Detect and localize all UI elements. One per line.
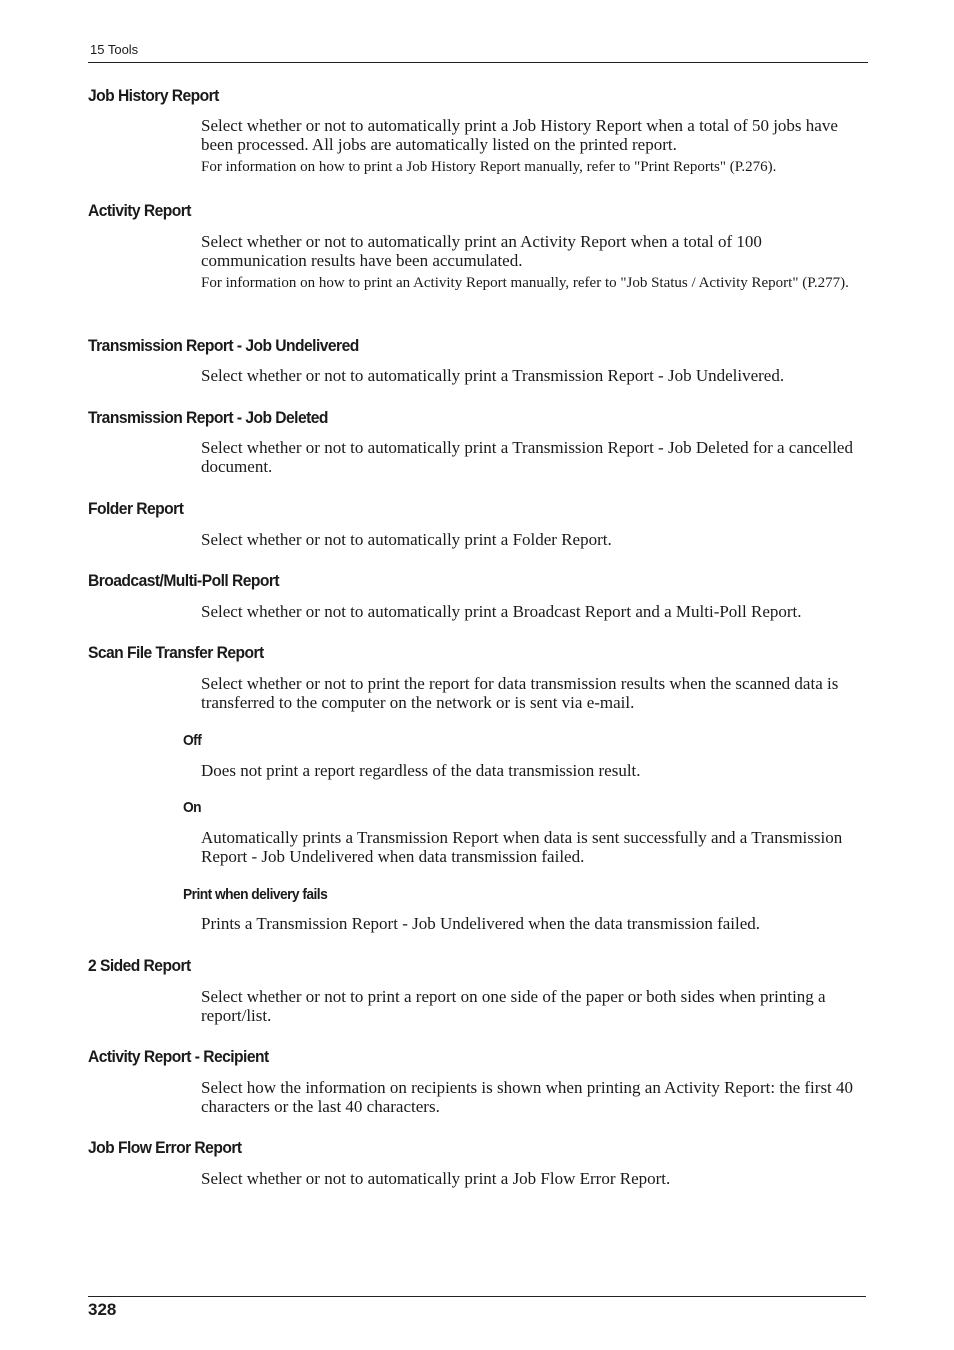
page-number: 328 [88,1300,117,1319]
heading-transmission-undelivered: Transmission Report - Job Undelivered [88,336,359,355]
page-footer [88,1296,866,1319]
text-folder-report: Select whether or not to automatically print a Folder Report. [201,530,612,549]
text-scan-file-transfer: Select whether or not to print the report for data transmission results when the scanned data is transferred to the computer on the network or is sent via e-mail. [201,674,839,712]
text-print-when-fails: Prints a Transmission Report - Job Undelivered when the data transmission failed. [201,914,761,933]
subheading-off: Off [183,732,202,749]
text-on: Automatically prints a Transmission Report when data is sent successfully and a Transmission Report - Job Undelivered when data transmission failed. [201,828,843,866]
text-job-history-report: Select whether or not to automatically print a Job History Report when a total of 50 jobs have been processed. All jobs are automatically listed on the printed report. [201,116,838,154]
text-off: Does not print a report regardless of the data transmission result. [201,761,641,780]
text-transmission-undelivered: Select whether or not to automatically print a Transmission Report - Job Undelivered. [201,366,785,385]
note-activity-report: For information on how to print an Activity Report manually, refer to "Job Status / Activity Report" (P.277). [201,275,849,291]
text-activity-report: Select whether or not to automatically print an Activity Report when a total of 100 communication results have been accumulated. [201,232,762,270]
heading-folder-report: Folder Report [88,499,184,518]
text-transmission-deleted: Select whether or not to automatically print a Transmission Report - Job Deleted for a cancelled document. [201,438,853,476]
page-header [88,40,868,63]
heading-activity-recipient: Activity Report - Recipient [88,1047,269,1066]
heading-activity-report: Activity Report [88,201,191,220]
subheading-print-when-fails: Print when delivery fails [183,886,328,903]
heading-job-flow-error: Job Flow Error Report [88,1138,242,1157]
chapter-label: 15 Tools [90,42,139,57]
heading-2-sided-report: 2 Sided Report [88,956,191,975]
heading-scan-file-transfer: Scan File Transfer Report [88,643,264,662]
text-2-sided-report: Select whether or not to print a report on one side of the paper or both sides when printing a report/list. [201,987,826,1025]
heading-job-history-report: Job History Report [88,86,219,105]
text-broadcast-report: Select whether or not to automatically print a Broadcast Report and a Multi-Poll Report. [201,602,802,621]
text-activity-recipient: Select how the information on recipients is shown when printing an Activity Report: the first 40 characters or the last 40 characters. [201,1078,854,1116]
heading-transmission-deleted: Transmission Report - Job Deleted [88,408,328,427]
text-job-flow-error: Select whether or not to automatically print a Job Flow Error Report. [201,1169,671,1188]
heading-broadcast-report: Broadcast/Multi-Poll Report [88,571,280,590]
subheading-on: On [183,799,202,816]
note-job-history-report: For information on how to print a Job History Report manually, refer to "Print Reports" (P.276). [201,159,777,175]
